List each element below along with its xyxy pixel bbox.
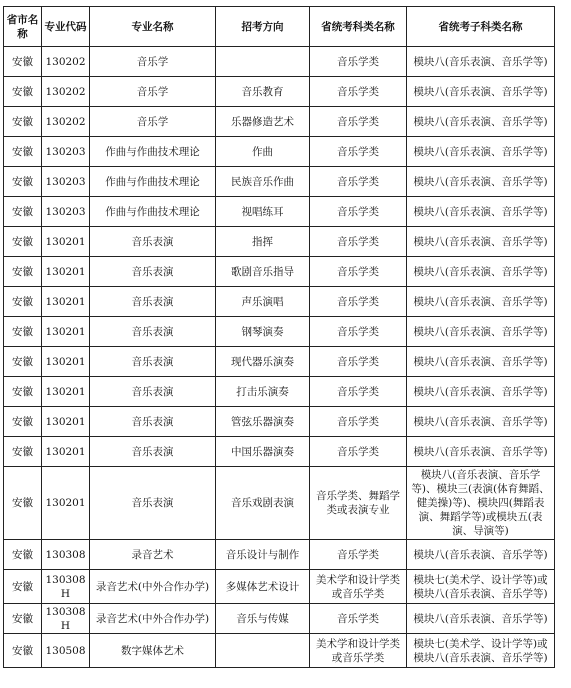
cell-province: 安徽: [4, 347, 42, 377]
cell-subcategory: 模块八(音乐表演、音乐学等): [407, 77, 555, 107]
header-major: 专业名称: [90, 7, 216, 47]
cell-subcategory: 模块七(美术学、设计学等)或模块八(音乐表演、音乐学等): [407, 570, 555, 604]
cell-major: 作曲与作曲技术理论: [90, 167, 216, 197]
cell-category: 美术学和设计学类或音乐学类: [310, 570, 407, 604]
cell-code: 130201: [42, 407, 90, 437]
cell-direction: 中国乐器演奏: [216, 437, 310, 467]
cell-major: 音乐学: [90, 77, 216, 107]
cell-direction: 多媒体艺术设计: [216, 570, 310, 604]
cell-province: 安徽: [4, 377, 42, 407]
cell-subcategory: 模块八(音乐表演、音乐学等): [407, 437, 555, 467]
cell-major: 音乐表演: [90, 407, 216, 437]
cell-code: 130202: [42, 107, 90, 137]
table-row: [4, 467, 555, 540]
cell-major: 作曲与作曲技术理论: [90, 137, 216, 167]
cell-category: 音乐学类: [310, 107, 407, 137]
cell-major: 音乐表演: [90, 467, 216, 540]
table-row: [4, 317, 555, 347]
cell-category: 音乐学类: [310, 137, 407, 167]
header-category: 省统考科类名称: [310, 7, 407, 47]
cell-province: 安徽: [4, 47, 42, 77]
table-row: [4, 107, 555, 137]
cell-direction: 指挥: [216, 227, 310, 257]
cell-province: 安徽: [4, 197, 42, 227]
cell-province: 安徽: [4, 167, 42, 197]
cell-major: 音乐学: [90, 107, 216, 137]
cell-code: 130203: [42, 167, 90, 197]
cell-subcategory: 模块八(音乐表演、音乐学等): [407, 407, 555, 437]
cell-direction: 音乐教育: [216, 77, 310, 107]
cell-major: 录音艺术: [90, 540, 216, 570]
cell-direction: 打击乐演奏: [216, 377, 310, 407]
cell-subcategory: 模块八(音乐表演、音乐学等): [407, 604, 555, 634]
cell-category: 音乐学类: [310, 540, 407, 570]
cell-code: 130201: [42, 317, 90, 347]
cell-direction: 音乐与传媒: [216, 604, 310, 634]
cell-subcategory: 模块八(音乐表演、音乐学等): [407, 347, 555, 377]
cell-direction: 音乐设计与制作: [216, 540, 310, 570]
cell-subcategory: 模块八(音乐表演、音乐学等): [407, 107, 555, 137]
cell-major: 数字媒体艺术: [90, 634, 216, 668]
cell-province: 安徽: [4, 437, 42, 467]
cell-category: 音乐学类: [310, 377, 407, 407]
cell-subcategory: 模块八(音乐表演、音乐学等): [407, 377, 555, 407]
cell-major: 音乐表演: [90, 437, 216, 467]
table-row: [4, 77, 555, 107]
cell-major: 录音艺术(中外合作办学): [90, 604, 216, 634]
table-row: [4, 634, 555, 668]
cell-category: 音乐学类: [310, 227, 407, 257]
cell-direction: 音乐戏剧表演: [216, 467, 310, 540]
cell-subcategory: 模块八(音乐表演、音乐学等): [407, 197, 555, 227]
cell-province: 安徽: [4, 257, 42, 287]
cell-subcategory: 模块七(美术学、设计学等)或模块八(音乐表演、音乐学等): [407, 634, 555, 668]
cell-major: 音乐表演: [90, 347, 216, 377]
cell-category: 音乐学类: [310, 257, 407, 287]
table-row: [4, 570, 555, 604]
cell-category: 音乐学类、舞蹈学类或表演专业: [310, 467, 407, 540]
table-row: [4, 227, 555, 257]
cell-major: 音乐表演: [90, 317, 216, 347]
cell-province: 安徽: [4, 227, 42, 257]
cell-category: 音乐学类: [310, 407, 407, 437]
header-direction: 招考方向: [216, 7, 310, 47]
cell-province: 安徽: [4, 77, 42, 107]
header-code: 专业代码: [42, 7, 90, 47]
cell-major: 作曲与作曲技术理论: [90, 197, 216, 227]
cell-province: 安徽: [4, 137, 42, 167]
cell-subcategory: 模块八(音乐表演、音乐学等): [407, 167, 555, 197]
cell-subcategory: 模块八(音乐表演、音乐学等): [407, 137, 555, 167]
cell-province: 安徽: [4, 467, 42, 540]
table-row: [4, 437, 555, 467]
table-header-row: [4, 7, 555, 47]
cell-code: 130308H: [42, 570, 90, 604]
table-row: [4, 540, 555, 570]
cell-category: 音乐学类: [310, 437, 407, 467]
cell-subcategory: 模块八(音乐表演、音乐学等): [407, 47, 555, 77]
cell-code: 130201: [42, 287, 90, 317]
cell-code: 130202: [42, 47, 90, 77]
cell-code: 130201: [42, 377, 90, 407]
cell-code: 130203: [42, 197, 90, 227]
cell-major: 录音艺术(中外合作办学): [90, 570, 216, 604]
table-row: [4, 197, 555, 227]
cell-code: 130202: [42, 77, 90, 107]
cell-code: 130203: [42, 137, 90, 167]
table-row: [4, 604, 555, 634]
cell-code: 130308: [42, 540, 90, 570]
table-row: [4, 407, 555, 437]
cell-direction: 视唱练耳: [216, 197, 310, 227]
cell-direction: 民族音乐作曲: [216, 167, 310, 197]
cell-code: 130201: [42, 437, 90, 467]
cell-code: 130201: [42, 227, 90, 257]
cell-category: 音乐学类: [310, 317, 407, 347]
cell-province: 安徽: [4, 540, 42, 570]
table-row: [4, 47, 555, 77]
cell-subcategory: 模块八(音乐表演、音乐学等): [407, 540, 555, 570]
cell-category: 音乐学类: [310, 287, 407, 317]
cell-province: 安徽: [4, 634, 42, 668]
table-row: [4, 167, 555, 197]
cell-direction: [216, 634, 310, 668]
cell-major: 音乐表演: [90, 377, 216, 407]
cell-direction: 作曲: [216, 137, 310, 167]
cell-province: 安徽: [4, 604, 42, 634]
cell-direction: 钢琴演奏: [216, 317, 310, 347]
cell-direction: 歌剧音乐指导: [216, 257, 310, 287]
cell-category: 音乐学类: [310, 47, 407, 77]
cell-code: 130508: [42, 634, 90, 668]
cell-category: 音乐学类: [310, 604, 407, 634]
cell-subcategory: 模块八(音乐表演、音乐学等): [407, 287, 555, 317]
cell-category: 音乐学类: [310, 77, 407, 107]
cell-code: 130201: [42, 467, 90, 540]
cell-major: 音乐学: [90, 47, 216, 77]
cell-direction: [216, 47, 310, 77]
cell-major: 音乐表演: [90, 257, 216, 287]
cell-subcategory: 模块八(音乐表演、音乐学等): [407, 317, 555, 347]
cell-province: 安徽: [4, 287, 42, 317]
header-subcategory: 省统考子科类名称: [407, 7, 555, 47]
cell-direction: 乐器修造艺术: [216, 107, 310, 137]
cell-category: 音乐学类: [310, 197, 407, 227]
cell-province: 安徽: [4, 570, 42, 604]
cell-direction: 现代器乐演奏: [216, 347, 310, 377]
cell-major: 音乐表演: [90, 227, 216, 257]
table-row: [4, 287, 555, 317]
cell-category: 音乐学类: [310, 347, 407, 377]
cell-province: 安徽: [4, 317, 42, 347]
cell-major: 音乐表演: [90, 287, 216, 317]
cell-category: 美术学和设计学类或音乐学类: [310, 634, 407, 668]
header-province: 省市名称: [4, 7, 42, 47]
cell-direction: 管弦乐器演奏: [216, 407, 310, 437]
table-row: [4, 257, 555, 287]
admission-majors-table: [3, 6, 555, 668]
cell-category: 音乐学类: [310, 167, 407, 197]
cell-code: 130201: [42, 257, 90, 287]
cell-province: 安徽: [4, 107, 42, 137]
cell-subcategory: 模块八(音乐表演、音乐学等)、模块三(表演(体育舞蹈、健美操)等)、模块四(舞蹈表演、舞蹈学等)或模块五(表演、导演等): [407, 467, 555, 540]
table-row: [4, 347, 555, 377]
cell-province: 安徽: [4, 407, 42, 437]
cell-subcategory: 模块八(音乐表演、音乐学等): [407, 227, 555, 257]
cell-code: 130308H: [42, 604, 90, 634]
cell-subcategory: 模块八(音乐表演、音乐学等): [407, 257, 555, 287]
cell-code: 130201: [42, 347, 90, 377]
table-row: [4, 377, 555, 407]
cell-direction: 声乐演唱: [216, 287, 310, 317]
table-row: [4, 137, 555, 167]
